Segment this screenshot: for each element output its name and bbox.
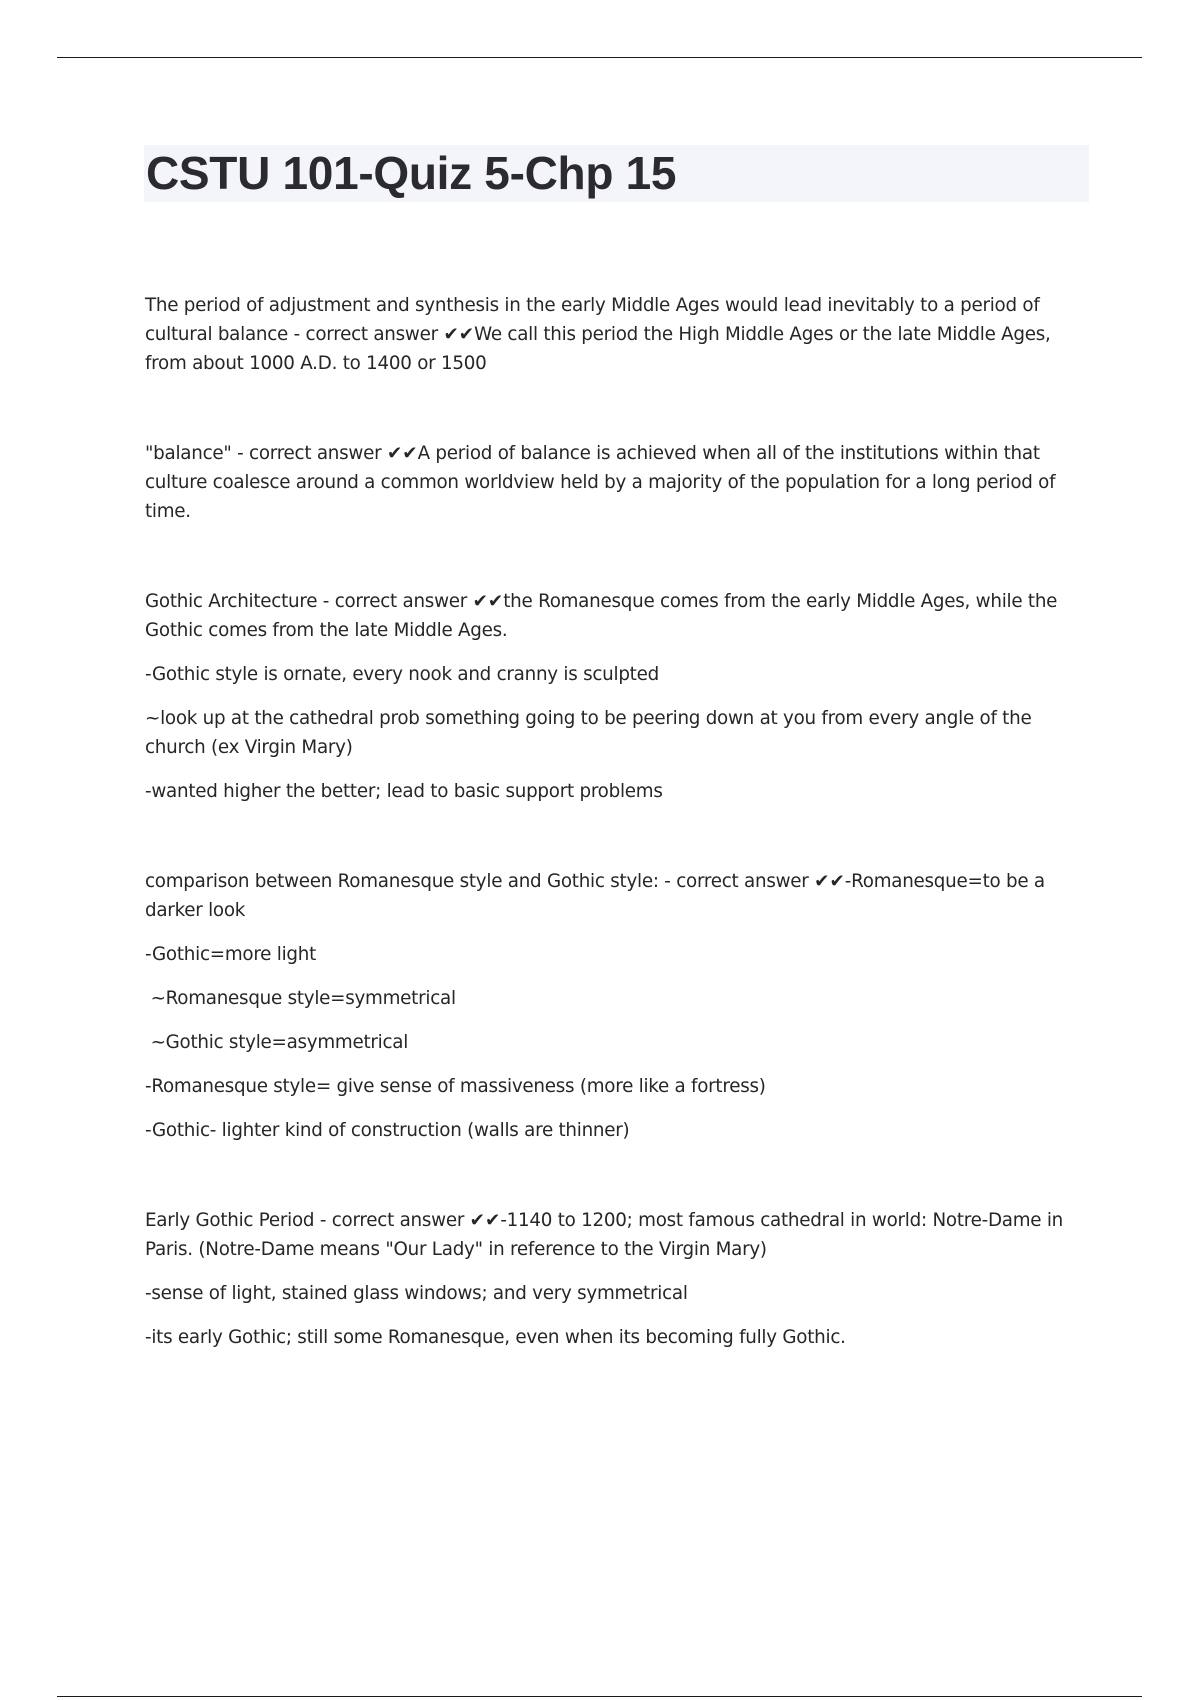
flashcard-5	[145, 1206, 1090, 1352]
answer-separator: - correct answer	[317, 591, 473, 612]
double-check-icon: ✔✔	[386, 443, 418, 464]
flashcard-note: -Gothic style is ornate, every nook and cranny is sculpted	[145, 664, 659, 685]
flashcard-text	[145, 291, 1090, 378]
flashcard-note: -Gothic=more light	[145, 944, 317, 965]
double-check-icon: ✔✔	[443, 324, 475, 345]
flashcard-note: -its early Gothic; still some Romanesque, even when its becoming fully Gothic.	[145, 1327, 846, 1348]
flashcard-note: ~Gothic style=asymmetrical	[145, 1032, 409, 1053]
answer-separator: - correct answer	[314, 1210, 470, 1231]
top-rule	[57, 57, 1142, 58]
double-check-icon: ✔✔	[469, 1210, 501, 1231]
bottom-rule	[57, 1696, 1142, 1697]
flashcard-3	[145, 587, 1090, 806]
double-check-icon: ✔✔	[472, 591, 504, 612]
flashcard-2	[145, 439, 1090, 526]
flashcard-note: -Gothic- lighter kind of construction (walls are thinner)	[145, 1120, 630, 1141]
answer-separator: - correct answer	[288, 324, 444, 345]
flashcard-text	[145, 867, 1090, 925]
flashcard-note: ~look up at the cathedral prob something going to be peering down at you from every angle of the church (ex Virgin Mary)	[145, 708, 1038, 758]
flashcard-answer: -Romanesque=to be a darker look	[145, 871, 1051, 921]
flashcard-list	[145, 291, 1090, 1352]
flashcard-answer: A period of balance is achieved when all of the institutions within that culture coalesce around a common worldview held by a majority of the population for a long period of time.	[145, 443, 1061, 522]
flashcard-term: Early Gothic Period	[145, 1210, 315, 1231]
flashcard-text	[145, 587, 1090, 645]
flashcard-term: comparison between Romanesque style and Gothic style:	[145, 871, 659, 892]
flashcard-note: -sense of light, stained glass windows; and very symmetrical	[145, 1283, 688, 1304]
flashcard-1	[145, 291, 1090, 378]
page-title: CSTU 101-Quiz 5-Chp 15	[146, 147, 677, 199]
flashcard-answer: the Romanesque comes from the early Middle Ages, while the Gothic comes from the late Middle Ages.	[145, 591, 1063, 641]
answer-separator: - correct answer	[231, 443, 387, 464]
flashcard-4	[145, 867, 1090, 1145]
flashcard-note: -wanted higher the better; lead to basic support problems	[145, 781, 663, 802]
flashcard-note: ~Romanesque style=symmetrical	[145, 988, 456, 1009]
answer-separator: - correct answer	[658, 871, 815, 892]
flashcard-term: The period of adjustment and synthesis in the early Middle Ages would lead inevitably to a period of cultural balance	[145, 295, 1046, 345]
flashcard-answer: -1140 to 1200; most famous cathedral in world: Notre-Dame in Paris. (Notre-Dame means "Our Lady" in reference to the Virgin Mary)	[145, 1210, 1069, 1260]
flashcard-term: Gothic Architecture	[145, 591, 318, 612]
flashcard-term: "balance"	[145, 443, 232, 464]
flashcard-text	[145, 439, 1090, 526]
flashcard-note: -Romanesque style= give sense of massiveness (more like a fortress)	[145, 1076, 766, 1097]
double-check-icon: ✔✔	[814, 871, 845, 892]
flashcard-answer: We call this period the High Middle Ages or the late Middle Ages, from about 1000 A.D. to 1400 or 1500	[145, 324, 1057, 374]
flashcard-text	[145, 1206, 1090, 1264]
